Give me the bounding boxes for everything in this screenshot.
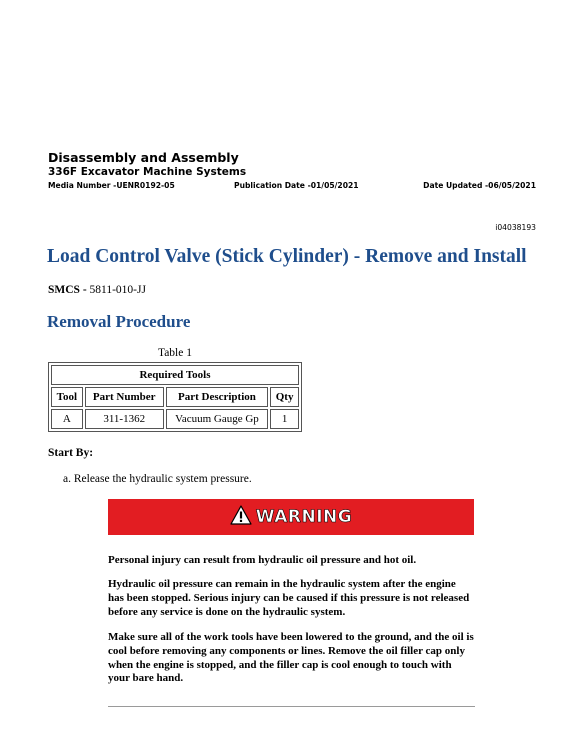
- machine-system-title: 336F Excavator Machine Systems: [48, 166, 247, 178]
- table-caption: Table 1: [157, 347, 192, 359]
- column-header-tool: Tool: [51, 387, 83, 407]
- column-header-qty: Qty: [270, 387, 299, 407]
- page-title: Load Control Valve (Stick Cylinder) - Remove and Install: [47, 246, 527, 267]
- cell-tool: A: [51, 409, 83, 429]
- table-title-row: [51, 365, 299, 385]
- required-tools-table: [48, 362, 302, 432]
- date-updated: Date Updated -06/05/2021: [423, 181, 536, 190]
- table-row: [51, 409, 299, 429]
- warning-label: WARNING: [255, 507, 353, 527]
- step-item: [63, 473, 252, 485]
- section-heading: Removal Procedure: [47, 312, 191, 331]
- warning-paragraph: Make sure all of the work tools have been lowered to the ground, and the oil is cool before removing any components or lines. Remove the oil filler cap only when the engine is stopped, and the filler cap is cool enough to touch with your bare hand.: [108, 631, 474, 685]
- step-text: Release the hydraulic system pressure.: [73, 473, 252, 485]
- document-id: i04038193: [495, 223, 536, 232]
- start-by-label: Start By:: [48, 447, 94, 459]
- cell-part-number: 311-1362: [85, 409, 164, 429]
- warning-paragraph: Personal injury can result from hydraulic oil pressure and hot oil.: [108, 554, 417, 566]
- table-title: Required Tools: [51, 365, 299, 385]
- publication-date: Publication Date -01/05/2021: [234, 181, 359, 190]
- warning-paragraph: Hydraulic oil pressure can remain in the hydraulic system after the engine has been stopped. Serious injury can be caused if this pressure is not released before any service is done on the hydraulic system.: [108, 578, 470, 618]
- document-category: Disassembly and Assembly: [48, 150, 239, 165]
- cell-qty: 1: [270, 409, 299, 429]
- column-header-part-number: Part Number: [85, 387, 164, 407]
- smcs-code: [48, 284, 146, 296]
- table-header-row: [51, 387, 299, 407]
- warning-banner: [108, 499, 474, 535]
- cell-part-description: Vacuum Gauge Gp: [166, 409, 269, 429]
- divider: [108, 706, 475, 707]
- step-marker: a.: [63, 473, 71, 485]
- media-number: Media Number -UENR0192-05: [48, 181, 175, 190]
- smcs-value: 5811-010-JJ: [89, 284, 146, 296]
- exclamation-triangle-icon: [230, 505, 252, 530]
- column-header-part-description: Part Description: [166, 387, 269, 407]
- smcs-label: SMCS -: [48, 284, 87, 296]
